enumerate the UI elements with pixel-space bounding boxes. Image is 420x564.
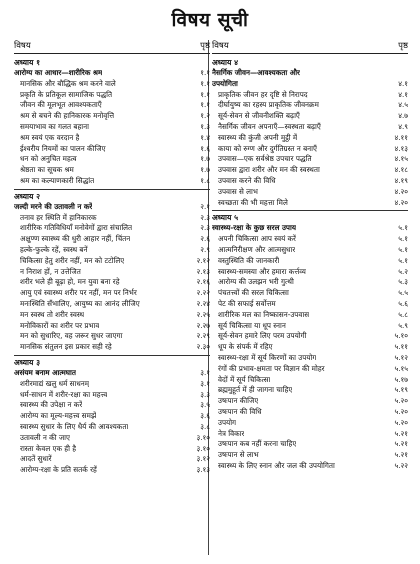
toc-entry-page: ५.१७ <box>394 374 408 384</box>
toc-entry-title: उपवास से लाभ <box>218 186 258 196</box>
toc-entry <box>212 122 408 133</box>
toc-entry-page: ४.७ <box>398 111 408 121</box>
toc-entry-page: २.३० <box>196 342 210 352</box>
toc-entry-page: ५.५ <box>398 288 408 298</box>
toc-entry <box>212 321 408 332</box>
toc-entry-page: १.१ <box>200 100 210 110</box>
toc-entry-page: २.६ <box>200 234 210 244</box>
toc-entry <box>14 176 210 187</box>
toc-entry <box>212 176 408 187</box>
toc-entry-page: १.८ <box>200 175 210 185</box>
toc-entry <box>14 433 210 444</box>
toc-entry-title: श्रम स्वयं एक वरदान है <box>20 132 80 142</box>
toc-entry <box>14 213 210 224</box>
toc-entry <box>212 133 408 144</box>
toc-entry-page: २.२५ <box>196 309 210 319</box>
toc-entry <box>14 321 210 332</box>
toc-entry-page: ५.१ <box>398 244 408 254</box>
toc-entry <box>14 234 210 245</box>
toc-entry-title: समयाभाव का गलत बहाना <box>20 121 89 131</box>
chapter-heading: अध्याय २ <box>14 191 41 201</box>
toc-entry-title: प्राकृतिक जीवन हर दृष्टि से निरापद <box>218 89 308 99</box>
toc-entry-title: उषःपान की विधि <box>218 406 262 416</box>
toc-entry-page: २.१६ <box>196 277 210 287</box>
toc-entry <box>212 144 408 155</box>
toc-entry <box>14 90 210 101</box>
toc-entry <box>212 461 408 472</box>
toc-entry-page: २.२४ <box>196 298 210 308</box>
toc-entry <box>14 411 210 422</box>
toc-entry-page: ३.१ <box>200 367 210 377</box>
toc-entry <box>14 165 210 176</box>
toc-entry <box>14 454 210 465</box>
toc-entry-page: ३.५ <box>200 400 210 410</box>
toc-entry-page: ४.२० <box>394 197 408 207</box>
toc-left-column <box>14 40 210 476</box>
toc-entry-page: ३.६ <box>200 411 210 421</box>
toc-entry-page: ५.२० <box>394 396 408 406</box>
toc-entry-page: १.१ <box>200 78 210 88</box>
subject-header: विषय <box>212 41 229 51</box>
toc-entry-page: ३.१० <box>196 443 210 453</box>
section-separator <box>212 210 408 211</box>
toc-entry <box>212 245 408 256</box>
toc-entry-title: दीर्घायुष्य का रहस्य प्राकृतिक जीवनक्रम <box>218 100 319 110</box>
toc-entry-page: ४.१ <box>398 78 408 88</box>
toc-entry <box>212 299 408 310</box>
toc-entry-title: नैसर्गिक जीवन अपनाएँ—स्वस्थता बढ़ाएँ <box>218 121 321 131</box>
toc-entry <box>14 422 210 433</box>
toc-entry-title: शरीर भले ही बूढ़ा हो, मन युवा बना रहे <box>20 277 120 287</box>
toc-entry-page: ५.२० <box>394 406 408 416</box>
toc-entry-title: उपयोगिता <box>212 78 238 88</box>
toc-entry-page: ३.३ <box>200 389 210 399</box>
toc-entry-page: ३.१० <box>196 432 210 442</box>
toc-entry-page: २.१३ <box>196 266 210 276</box>
toc-entry-title: स्वास्थ्य-समस्या और हमारा कर्त्तव्य <box>218 266 306 276</box>
toc-entry-title: सूर्य-सेवन हमारे लिए परम उपयोगी <box>218 331 307 341</box>
toc-entry <box>212 90 408 101</box>
toc-entry <box>14 256 210 267</box>
toc-entry-title: धर्म-साधन में शरीर-रक्षा का महत्त्व <box>20 389 108 399</box>
toc-entry-title: प्रकृति के प्रतिकूल सामाजिक पद्धति <box>20 89 113 99</box>
toc-entry-page: ५.६ <box>398 298 408 308</box>
toc-entry-page: २.२२ <box>196 288 210 298</box>
toc-entry-title: शारीरिक गतिविधियाँ मनोवेगों द्वारा संचालित <box>20 223 133 233</box>
toc-entry-page: ४.१९ <box>394 175 408 185</box>
toc-entry-title: ब्रह्ममुहूर्त में ही जागना चाहिए <box>218 385 293 395</box>
toc-entry-title: नैसर्गिक जीवन—आवश्यकता और <box>212 68 300 77</box>
toc-entry-page: ५.१ <box>398 255 408 265</box>
toc-entry <box>212 450 408 461</box>
toc-entry-title: सूर्य चिकित्सा या धूप स्नान <box>218 320 286 330</box>
toc-list-left <box>14 57 210 476</box>
section-separator <box>14 189 210 190</box>
toc-entry-title: वस्तुस्थिति की जानकारी <box>218 255 280 265</box>
toc-entry-page: २.२७ <box>196 320 210 330</box>
toc-entry-title: असंयम बनाम आत्मघात <box>14 367 76 377</box>
toc-entry-page: २.३ <box>200 223 210 233</box>
toc-entry-page: ५.२१ <box>394 439 408 449</box>
subject-header: विषय <box>14 41 31 51</box>
toc-entry-page: ५.१० <box>394 331 408 341</box>
toc-entry <box>212 256 408 267</box>
toc-entry-title: काया को रुग्ण और दुर्गतिग्रस्त न बनाएँ <box>218 143 317 153</box>
toc-entry-page: ४.५ <box>398 100 408 110</box>
toc-entry <box>14 379 210 390</box>
toc-entry <box>212 342 408 353</box>
toc-entry-title: स्वास्थ्य की उपेक्षा न करें <box>20 400 83 410</box>
toc-entry <box>14 390 210 401</box>
toc-entry <box>212 234 408 245</box>
toc-entry <box>14 310 210 321</box>
toc-entry-title: आरोग्य-रक्षा के प्रति सतर्क रहें <box>20 465 97 475</box>
toc-entry <box>212 396 408 407</box>
toc-entry-title: रास्ता केवल एक ही है <box>20 443 77 453</box>
toc-entry <box>14 400 210 411</box>
toc-entry <box>14 68 210 79</box>
toc-entry-title: स्वास्थ्य सुधार के लिए धैर्य की आवश्यकता <box>20 421 129 431</box>
toc-entry <box>14 154 210 165</box>
column-header <box>212 40 408 54</box>
toc-entry <box>212 353 408 364</box>
page-header: पृष्ठ <box>398 41 408 51</box>
toc-entry <box>14 100 210 111</box>
chapter-heading: अध्याय ४ <box>212 58 239 67</box>
toc-entry-title: स्वास्थ्य के लिए स्नान और जल की उपयोगिता <box>218 460 335 470</box>
chapter-heading: अध्याय १ <box>14 58 41 67</box>
toc-entry <box>14 277 210 288</box>
toc-entry <box>212 407 408 418</box>
toc-entry-title: उपवास करने की विधि <box>218 175 276 185</box>
toc-entry <box>14 144 210 155</box>
toc-entry-title: मानसिक और बौद्धिक श्रम करने वाले <box>20 78 116 88</box>
toc-entry-page: ४.१८ <box>394 165 408 175</box>
toc-entry-title: ईश्वरीय नियमों का पालन कीजिए <box>20 143 106 153</box>
toc-entry-page: १.४ <box>200 132 210 142</box>
toc-entry-title: अपनी चिकित्सा आप स्वयं करें <box>218 234 296 244</box>
toc-entry-page: ४.१ <box>398 89 408 99</box>
toc-entry <box>212 277 408 288</box>
toc-entry-title: आरोग्य का आधार—शारीरिक श्रम <box>14 68 103 77</box>
toc-entry <box>14 331 210 342</box>
toc-entry <box>212 331 408 342</box>
toc-entry-title: वेदों में सूर्य चिकित्सा <box>218 374 271 384</box>
toc-entry-page: ५.८ <box>398 309 408 319</box>
toc-entry-title: सूर्य-सेवन से जीवनीशक्ति बढ़ाएँ <box>218 111 300 121</box>
toc-entry-title: स्वास्थ्य की कुंजी अपनी मुट्ठी में <box>218 132 298 142</box>
chapter-heading: अध्याय ५ <box>212 213 239 223</box>
toc-entry-page: १.१ <box>200 89 210 99</box>
toc-entry <box>212 418 408 429</box>
toc-entry-title: उषःपान कीजिए <box>218 396 259 406</box>
toc-entry <box>14 202 210 213</box>
toc-entry-title: श्रेष्ठता का सूचक श्रम <box>20 165 74 175</box>
toc-entry-title: उषःपान से लाभ <box>218 450 259 460</box>
toc-entry-title: धन को अनुचित महत्व <box>20 154 77 164</box>
toc-entry <box>212 165 408 176</box>
toc-entry-title: स्वच्छता की भी महत्ता मिले <box>218 197 288 207</box>
toc-entry <box>212 267 408 278</box>
toc-entry-title: तनाव हर स्थिति में हानिकारक <box>20 212 97 222</box>
toc-entry-page: ५.२ <box>398 266 408 276</box>
toc-entry-title: श्रम का कल्याणकारी सिद्धांत <box>20 175 95 185</box>
toc-entry-page: ४.९ <box>398 121 408 131</box>
toc-entry-title: उपयोग <box>218 417 237 427</box>
toc-entry-title: हल्के-फुल्के रहें, स्वस्थ बनें <box>20 244 88 254</box>
toc-entry <box>212 79 408 90</box>
toc-entry <box>212 111 408 122</box>
toc-entry-title: आयु एवं स्वास्थ्य शरीर पर नहीं, मन पर निर्भर <box>20 288 137 298</box>
toc-entry-page: ३.१२ <box>196 454 210 464</box>
toc-entry <box>14 299 210 310</box>
toc-entry-page: ५.११ <box>394 342 408 352</box>
toc-entry-page: ५.२१ <box>394 450 408 460</box>
toc-entry-title: मानसिक संतुलन इस प्रकार सही रहे <box>20 342 112 352</box>
toc-entry-title: उपवास—एक सर्वश्रेष्ठ उपचार पद्धति <box>218 154 312 164</box>
toc-entry <box>14 342 210 353</box>
toc-entry <box>14 368 210 379</box>
toc-entry-page: ५.२१ <box>394 428 408 438</box>
toc-entry <box>14 111 210 122</box>
toc-entry-page: ५.१५ <box>394 363 408 373</box>
toc-entry <box>212 364 408 375</box>
toc-entry-page: १.७ <box>200 165 210 175</box>
toc-entry <box>212 100 408 111</box>
toc-entry-page: २.९ <box>200 244 210 254</box>
toc-entry <box>212 429 408 440</box>
toc-entry-page: ५.१ <box>398 223 408 233</box>
toc-entry-title: शरीरमाद्यं खलु धर्म साधनम् <box>20 378 90 388</box>
chapter-heading: अध्याय ३ <box>14 357 41 367</box>
toc-entry-title: पेट की सफाई सर्वोत्तम <box>218 298 276 308</box>
page-title: विषय सूची <box>171 9 249 31</box>
toc-entry-title: मनःस्थिति सँभालिए, आयुष्य का आनंद लीजिए <box>20 298 140 308</box>
toc-entry <box>14 245 210 256</box>
toc-entry <box>14 223 210 234</box>
toc-entry <box>14 288 210 299</box>
toc-entry <box>14 133 210 144</box>
toc-entry-title: मन को सुधारिए, वह जरूर सुधर जाएगा <box>20 331 123 341</box>
toc-entry-page: ३.१३ <box>196 465 210 475</box>
toc-entry <box>212 439 408 450</box>
toc-entry-page: ४.१५ <box>394 154 408 164</box>
toc-entry <box>212 198 408 209</box>
toc-entry <box>212 288 408 299</box>
toc-entry-title: श्रम से बचने की हानिकारक मनोवृत्ति <box>20 111 115 121</box>
toc-entry <box>212 223 408 234</box>
toc-entry-title: न निराश हों, न उत्तेजित <box>20 266 81 276</box>
toc-entry-page: २.२९ <box>196 331 210 341</box>
toc-entry-page: ३.१ <box>200 378 210 388</box>
toc-entry-title: उपवास द्वारा शरीर और मन की स्वस्थता <box>218 165 320 175</box>
toc-entry-title: चिकित्सा हेतु शरीर नहीं, मन को टटोलिए <box>20 255 125 265</box>
toc-entry <box>212 154 408 165</box>
toc-entry-page: २.३ <box>200 212 210 222</box>
toc-entry-title: आत्मनिरीक्षण और आत्मसुधार <box>218 244 296 254</box>
toc-entry <box>14 444 210 455</box>
toc-entry-page: २.१ <box>200 201 210 211</box>
toc-entry-title: आदतें सुधारें <box>20 454 52 464</box>
toc-entry-title: नेत्र विकार <box>218 428 245 438</box>
toc-entry-page: ५.१९ <box>394 385 408 395</box>
toc-entry <box>14 79 210 90</box>
toc-entry-title: पंचतत्त्वों की सरल चिकित्सा <box>218 288 289 298</box>
toc-entry <box>14 267 210 278</box>
toc-entry-page: ५.३ <box>398 277 408 287</box>
toc-entry-title: स्वास्थ्य-रक्षा के कुछ सरल उपाय <box>212 223 296 233</box>
toc-entry-page: ५.९ <box>398 320 408 330</box>
column-header <box>14 40 210 54</box>
toc-entry-page: १.१ <box>200 68 210 77</box>
toc-entry-page: ५.२० <box>394 417 408 427</box>
toc-entry <box>212 375 408 386</box>
toc-entry-page: ५.२२ <box>394 460 408 470</box>
toc-entry-title: मनोविकारों का शरीर पर प्रभाव <box>20 320 100 330</box>
toc-entry-title: धूप के संपर्क में रहिए <box>218 342 273 352</box>
toc-entry-title: शारीरिक मल का निष्कासन-उपवास <box>218 309 310 319</box>
toc-entry-page: ५.१ <box>398 234 408 244</box>
page-header: पृष्ठ <box>200 41 210 51</box>
toc-entry-title: आरोग्य का मूल्य-महत्त्व समझें <box>20 411 97 421</box>
toc-entry-page: ५.१२ <box>394 352 408 362</box>
toc-entry-page: ३.८ <box>200 421 210 431</box>
toc-entry-page: ४.११ <box>394 132 408 142</box>
toc-entry-title: आरोग्य की उलझन भरी गुत्थी <box>218 277 294 287</box>
toc-entry-page: १.६ <box>200 143 210 153</box>
toc-entry-title: जीवन की मूलभूत आवश्यकताएँ <box>20 100 102 110</box>
toc-entry-title: जल्दी मरने की उतावली न करें <box>14 201 93 211</box>
section-separator <box>14 355 210 356</box>
toc-list-right <box>212 57 408 472</box>
toc-entry-title: स्वास्थ्य-रक्षा में सूर्य किरणों का उपयोग <box>218 352 317 362</box>
toc-entry <box>14 122 210 133</box>
toc-entry <box>212 187 408 198</box>
toc-entry-title: मन स्वस्थ तो शरीर स्वस्थ <box>20 309 85 319</box>
toc-entry-title: अक्षुण्ण स्वास्थ्य की धुरी आहार नहीं, चिंतन <box>20 234 131 244</box>
toc-entry <box>212 68 408 79</box>
toc-right-column <box>212 40 408 472</box>
toc-entry-page: ४.२० <box>394 186 408 196</box>
toc-entry-page: १.३ <box>200 121 210 131</box>
toc-entry-page: १.७ <box>200 154 210 164</box>
toc-entry-page: ४.१३ <box>394 143 408 153</box>
toc-entry-title: उतावली न की जाए <box>20 432 71 442</box>
toc-entry <box>14 465 210 476</box>
toc-entry <box>212 385 408 396</box>
toc-entry-title: उषःपान कब नहीं करना चाहिए <box>218 439 297 449</box>
toc-entry-page: २.१२ <box>196 255 210 265</box>
toc-entry <box>212 310 408 321</box>
toc-entry-title: रंगों की प्रभाव-क्षमता पर विज्ञान की मोहर <box>218 363 325 373</box>
toc-entry-page: १.२ <box>200 111 210 121</box>
